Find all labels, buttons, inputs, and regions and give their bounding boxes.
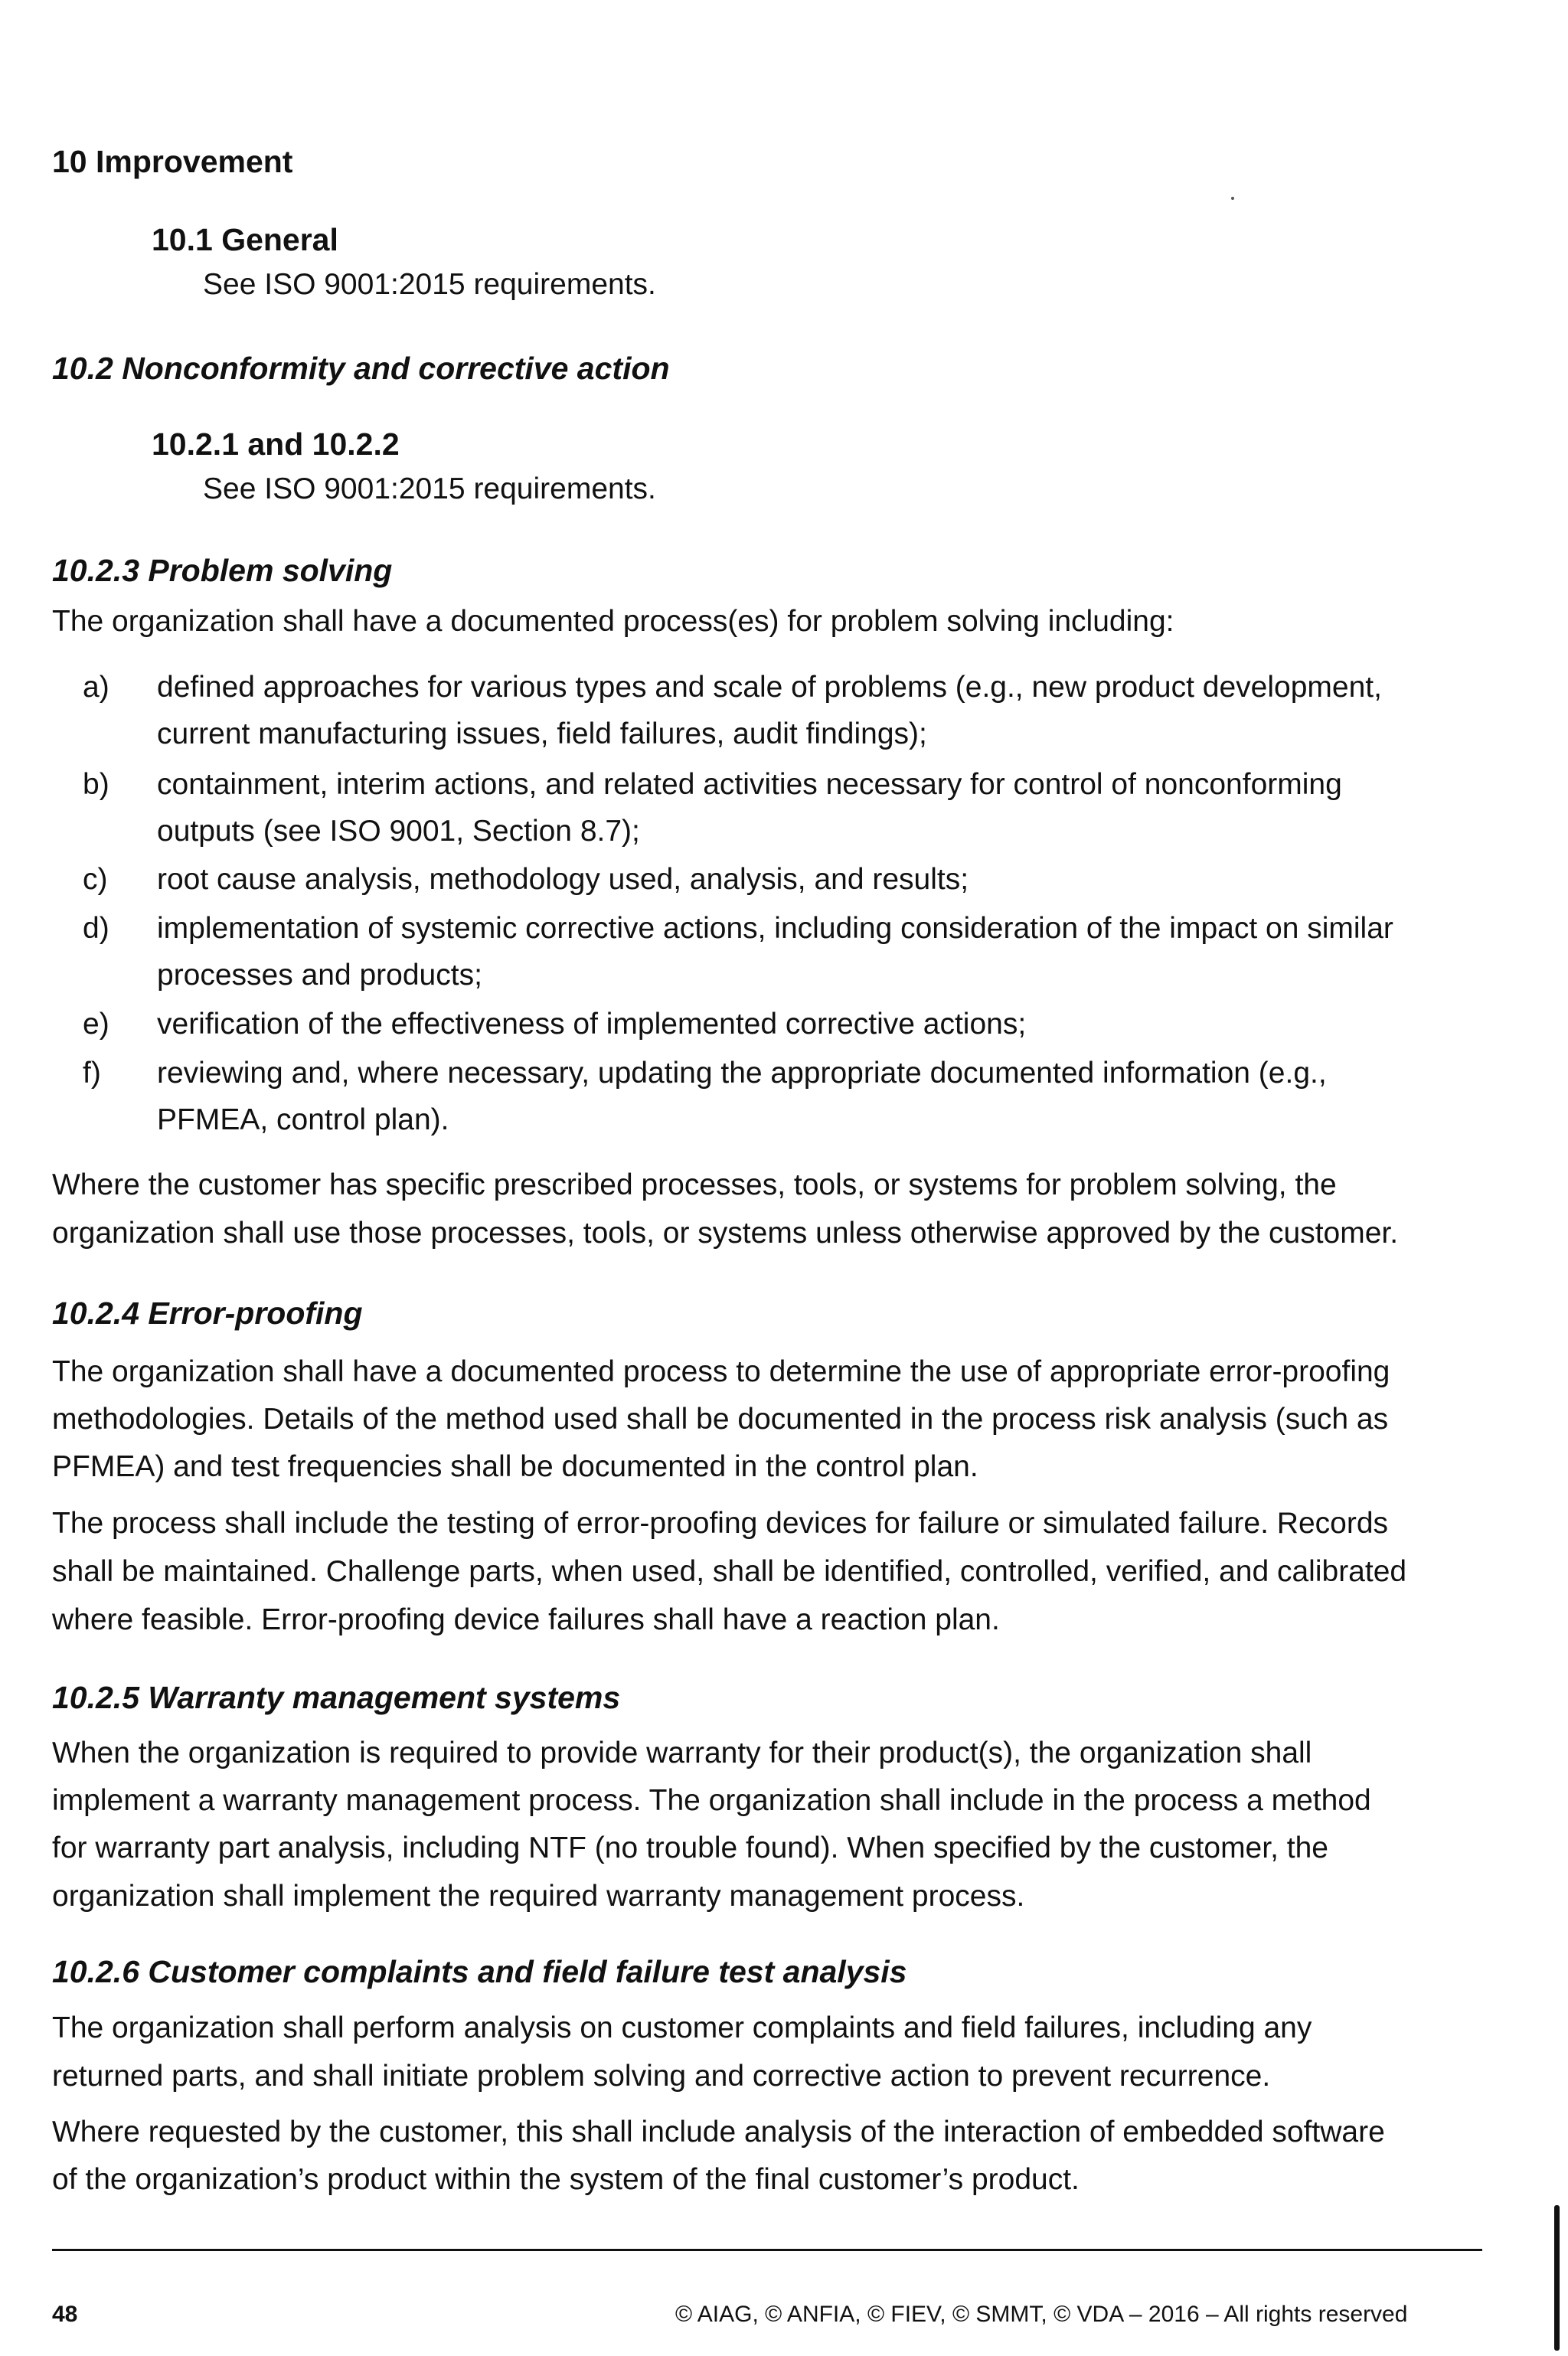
section-10-2-4-title: 10.2.4 Error-proofing bbox=[52, 1296, 363, 1331]
section-10-2-6-title: 10.2.6 Customer complaints and field failure test analysis bbox=[52, 1954, 907, 1989]
section-10-2-title: 10.2 Nonconformity and corrective action bbox=[52, 351, 670, 386]
section-10-2-5-paragraph: implement a warranty management process. The organization shall include in the process a method bbox=[52, 1784, 1371, 1817]
scan-margin-mark bbox=[1554, 2205, 1560, 2351]
list-item-text: implementation of systemic corrective actions, including consideration of the impact on similar bbox=[157, 912, 1393, 945]
section-10-2-5-paragraph: for warranty part analysis, including NTF (no trouble found). When specified by the customer, the bbox=[52, 1832, 1328, 1864]
chapter-heading: 10 Improvement bbox=[52, 144, 293, 179]
section-10-2-4-paragraph: shall be maintained. Challenge parts, when used, shall be identified, controlled, verified, and calibrated bbox=[52, 1555, 1407, 1588]
section-10-2-4-paragraph: PFMEA) and test frequencies shall be documented in the control plan. bbox=[52, 1450, 978, 1483]
list-item-marker: a) bbox=[83, 671, 109, 704]
section-10-1-title: 10.1 General bbox=[152, 222, 338, 257]
list-item-text: PFMEA, control plan). bbox=[157, 1103, 449, 1136]
list-item-marker: b) bbox=[83, 768, 109, 801]
footer-rule bbox=[52, 2249, 1482, 2251]
list-item-text: defined approaches for various types and scale of problems (e.g., new product development, bbox=[157, 671, 1382, 704]
copyright-notice: © AIAG, © ANFIA, © FIEV, © SMMT, © VDA – 2016 – All rights reserved bbox=[675, 2302, 1408, 2327]
list-item-text: verification of the effectiveness of implemented corrective actions; bbox=[157, 1008, 1027, 1041]
section-10-2-3-intro: The organization shall have a documented process(es) for problem solving including: bbox=[52, 605, 1174, 638]
section-10-2-4-paragraph: The process shall include the testing of error-proofing devices for failure or simulated failure. Records bbox=[52, 1507, 1389, 1540]
scan-speck bbox=[1231, 197, 1234, 200]
section-10-2-1-2-title: 10.2.1 and 10.2.2 bbox=[152, 426, 400, 462]
page-number: 48 bbox=[52, 2302, 78, 2327]
section-10-2-4-paragraph: methodologies. Details of the method used shall be documented in the process risk analysis (such as bbox=[52, 1403, 1389, 1436]
section-10-2-6-paragraph: of the organization’s product within the system of the final customer’s product. bbox=[52, 2163, 1080, 2196]
section-10-2-5-title: 10.2.5 Warranty management systems bbox=[52, 1680, 621, 1715]
section-10-2-3-closing: organization shall use those processes, tools, or systems unless otherwise approved by the customer. bbox=[52, 1217, 1399, 1250]
list-item-marker: c) bbox=[83, 863, 108, 896]
list-item-text: current manufacturing issues, field failures, audit findings); bbox=[157, 717, 927, 750]
section-10-2-3-closing: Where the customer has specific prescribed processes, tools, or systems for problem solving, the bbox=[52, 1168, 1337, 1201]
list-item-marker: f) bbox=[83, 1057, 101, 1090]
section-10-2-3-title: 10.2.3 Problem solving bbox=[52, 553, 393, 588]
section-10-2-1-2-body: See ISO 9001:2015 requirements. bbox=[203, 472, 656, 505]
section-10-2-5-paragraph: organization shall implement the required warranty management process. bbox=[52, 1880, 1025, 1913]
section-10-2-4-paragraph: The organization shall have a documented process to determine the use of appropriate error-proofing bbox=[52, 1355, 1390, 1388]
list-item-text: containment, interim actions, and related activities necessary for control of nonconforming bbox=[157, 768, 1342, 801]
list-item-text: reviewing and, where necessary, updating the appropriate documented information (e.g., bbox=[157, 1057, 1327, 1090]
list-item-text: root cause analysis, methodology used, analysis, and results; bbox=[157, 863, 969, 896]
list-item-text: outputs (see ISO 9001, Section 8.7); bbox=[157, 815, 640, 848]
list-item-marker: d) bbox=[83, 912, 109, 945]
section-10-2-6-paragraph: returned parts, and shall initiate problem solving and corrective action to prevent recurrence. bbox=[52, 2060, 1271, 2093]
section-10-1-body: See ISO 9001:2015 requirements. bbox=[203, 268, 656, 301]
section-10-2-6-paragraph: Where requested by the customer, this shall include analysis of the interaction of embedded software bbox=[52, 2116, 1385, 2149]
section-10-2-6-paragraph: The organization shall perform analysis on customer complaints and field failures, including any bbox=[52, 2011, 1312, 2044]
section-10-2-4-paragraph: where feasible. Error-proofing device failures shall have a reaction plan. bbox=[52, 1603, 1000, 1636]
list-item-text: processes and products; bbox=[157, 959, 482, 992]
section-10-2-5-paragraph: When the organization is required to provide warranty for their product(s), the organization shall bbox=[52, 1737, 1312, 1769]
list-item-marker: e) bbox=[83, 1008, 109, 1041]
